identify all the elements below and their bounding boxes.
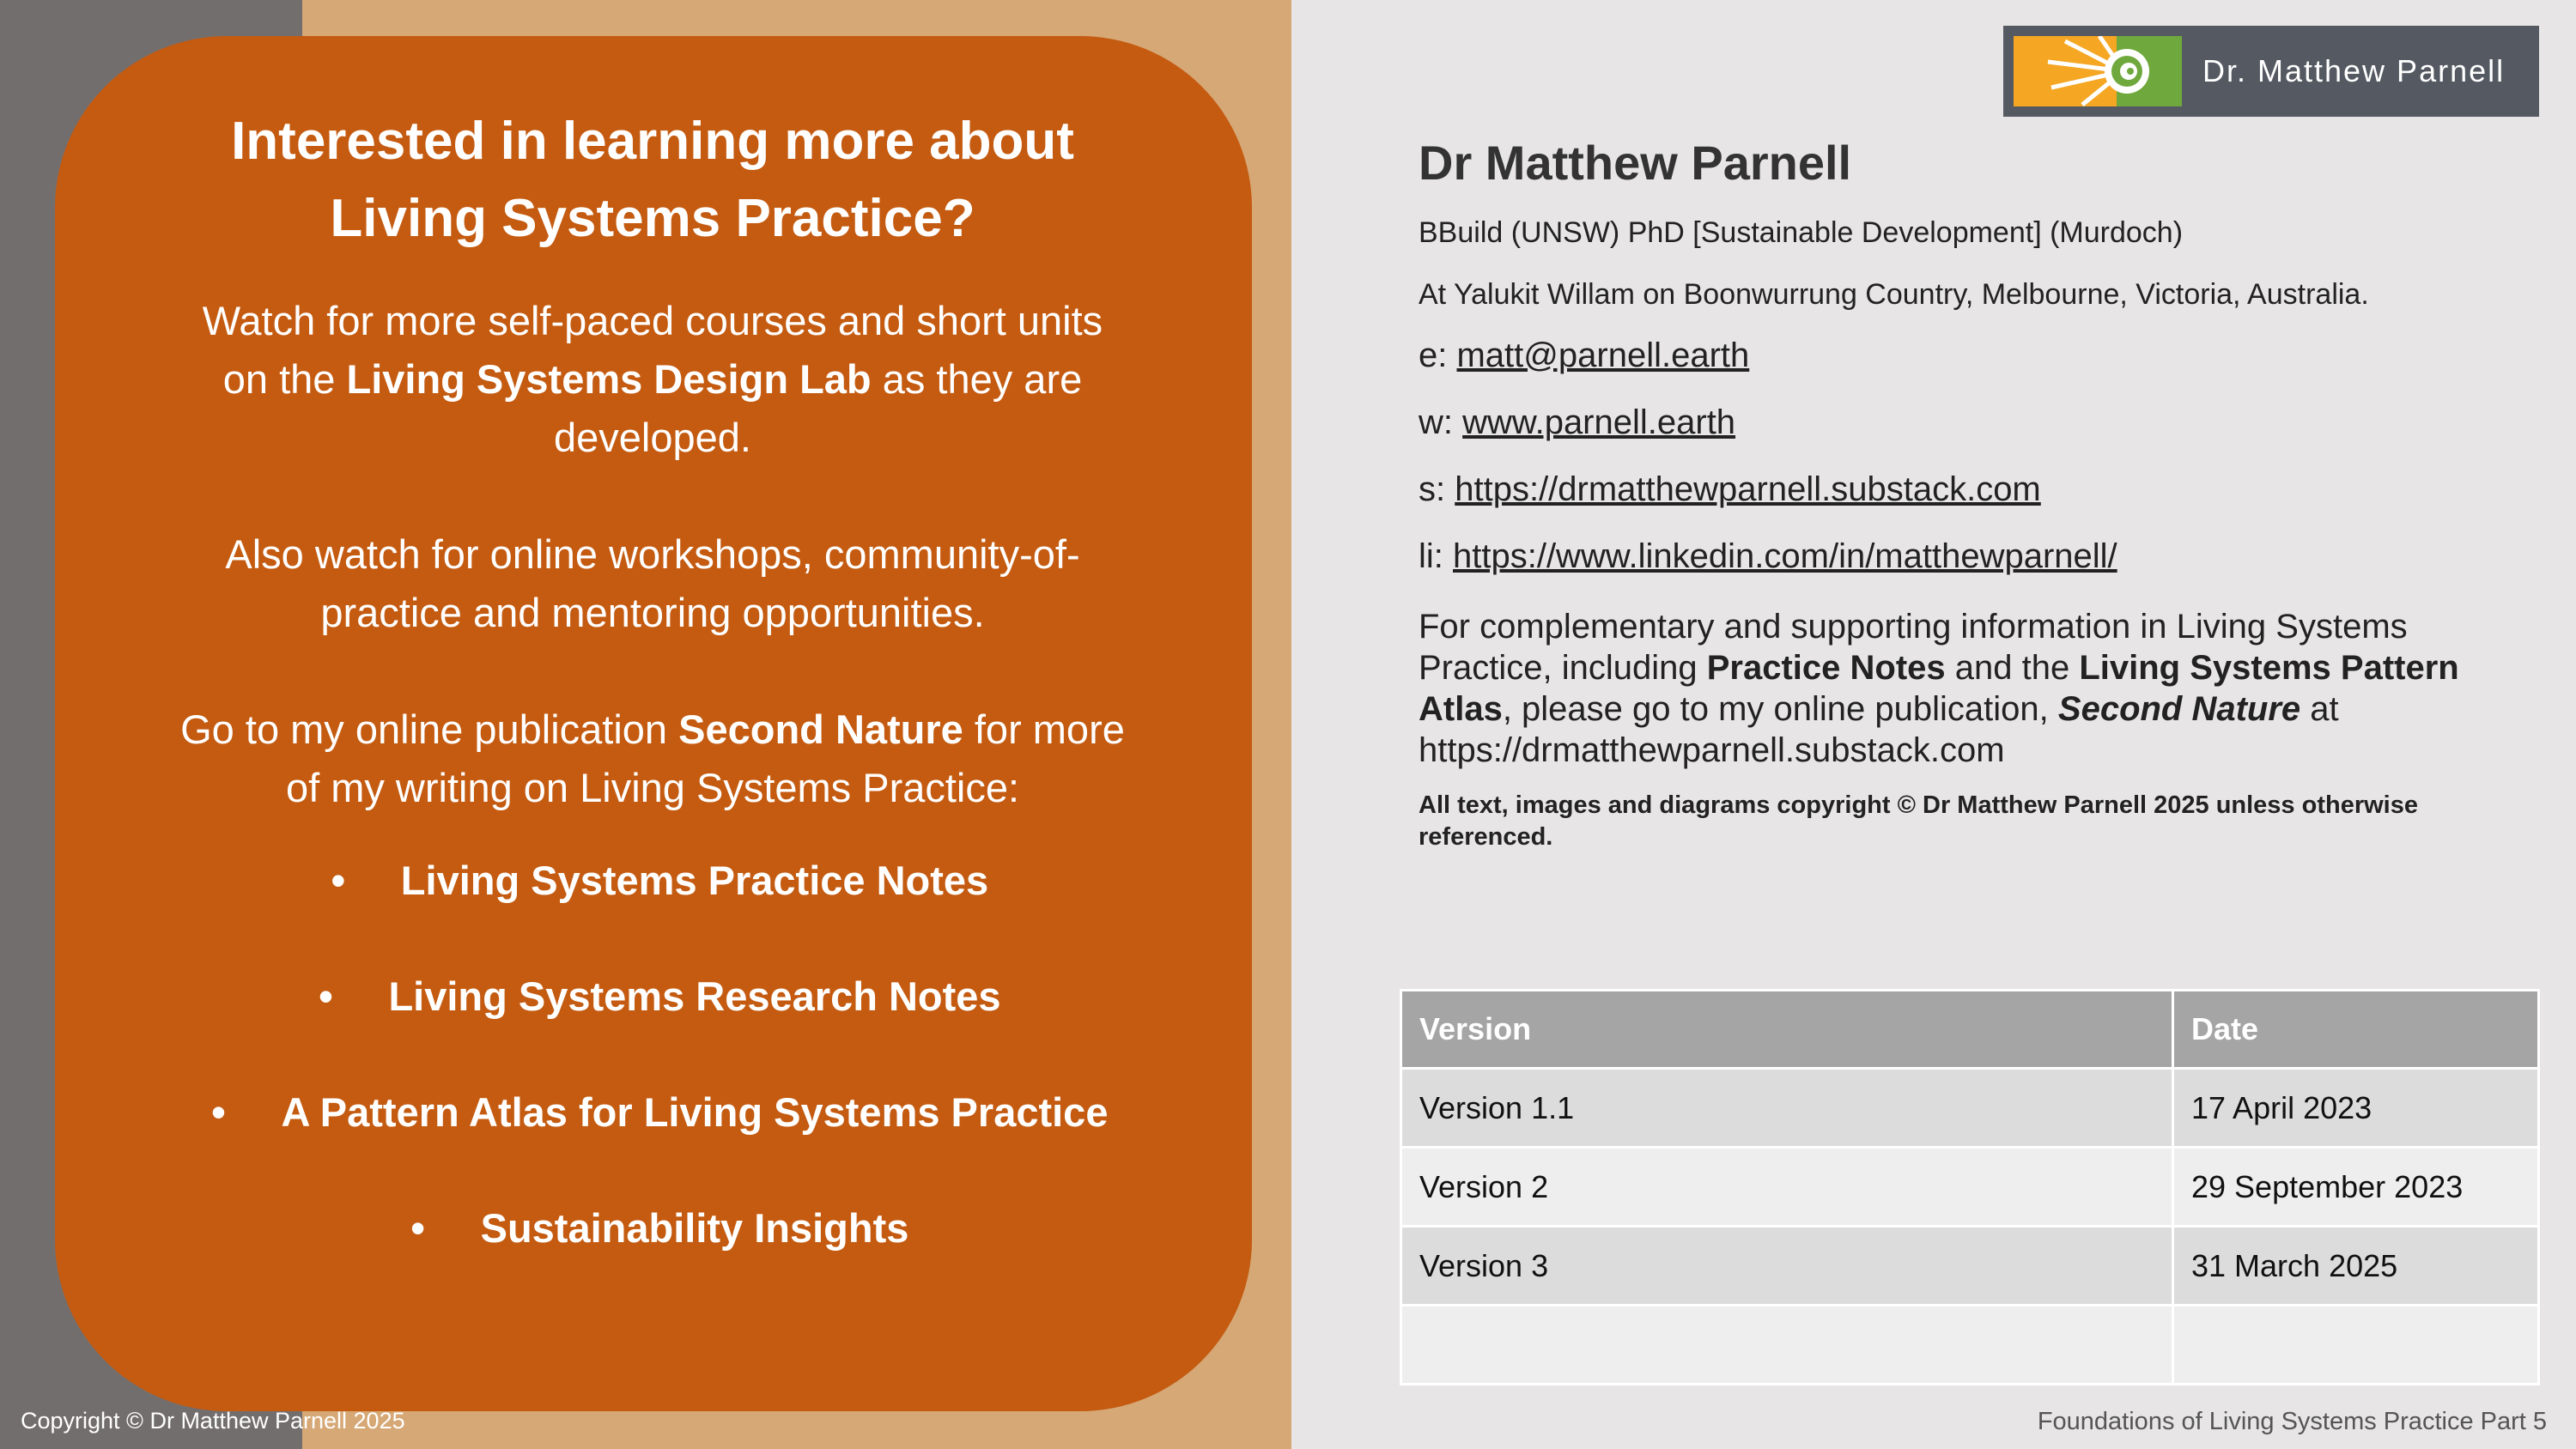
header-version: Version <box>1401 991 2173 1069</box>
author-location: At Yalukit Willam on Boonwurrung Country, Melbourne, Victoria, Australia. <box>1419 278 2369 311</box>
author-degrees: BBuild (UNSW) PhD [Sustainable Development] (Murdoch) <box>1419 216 2184 249</box>
linkedin-link[interactable]: https://www.linkedin.com/in/matthewparnell/ <box>1453 537 2117 575</box>
publication-paragraph: Go to my online publication Second Nature for more of my writing on Living Systems Practice: <box>180 706 1125 810</box>
version-cell: Version 2 <box>1401 1148 2173 1227</box>
version-table <box>1400 989 2540 1385</box>
header-date: Date <box>2173 991 2539 1069</box>
contact-website: w: www.parnell.earth <box>1419 403 1736 441</box>
contact-linkedin: li: https://www.linkedin.com/in/matthewparnell/ <box>1419 537 2117 575</box>
copyright-note: All text, images and diagrams copyright © Dr Matthew Parnell 2025 unless otherwise referenced. <box>1419 791 2418 851</box>
logo-text: Dr. Matthew Parnell <box>2202 53 2506 88</box>
date-cell <box>2173 1306 2539 1385</box>
footer-course-title: Foundations of Living Systems Practice Part 5 <box>2037 1408 2547 1435</box>
section-title <box>103 103 1202 258</box>
version-cell: Version 3 <box>1401 1227 2173 1306</box>
substack-link[interactable]: https://drmatthewparnell.substack.com <box>1455 470 2041 508</box>
version-cell: Version 1.1 <box>1401 1069 2173 1148</box>
spiral-logo-icon <box>2014 36 2182 106</box>
bullet-icon: • <box>211 1089 226 1135</box>
table-row <box>1401 1227 2539 1306</box>
website-link[interactable]: www.parnell.earth <box>1462 403 1736 441</box>
table-row <box>1401 1306 2539 1385</box>
title-line-1: Interested in learning more about <box>231 112 1074 171</box>
courses-paragraph: Watch for more self-paced courses and short units on the Living Systems Design Lab as they are developed. <box>202 298 1103 460</box>
contact-substack: s: https://drmatthewparnell.substack.com <box>1419 470 2041 508</box>
bullet-icon: • <box>319 973 333 1019</box>
date-cell: 29 September 2023 <box>2173 1148 2539 1227</box>
publication-list <box>103 852 1202 1258</box>
author-name: Dr Matthew Parnell <box>1419 136 1852 190</box>
list-item[interactable]: • A Pattern Atlas for Living Systems Practice <box>103 1083 1202 1142</box>
bullet-icon: • <box>331 858 346 903</box>
publication-name: Second Nature <box>678 706 963 752</box>
table-header-row <box>1401 991 2539 1069</box>
date-cell: 17 April 2023 <box>2173 1069 2539 1148</box>
complementary-info: For complementary and supporting information in Living Systems Practice, including Practice Notes and the Living Systems Pattern Atlas, please go to my online publication, Second Nature at https://drmatthewparnell.substack.com <box>1419 608 2459 769</box>
author-details <box>1419 129 2475 853</box>
table-row <box>1401 1148 2539 1227</box>
contact-email: e: matt@parnell.earth <box>1419 336 1750 374</box>
design-lab-name: Living Systems Design Lab <box>346 356 872 402</box>
email-link[interactable]: matt@parnell.earth <box>1456 336 1750 374</box>
table-row <box>1401 1069 2539 1148</box>
brand-logo <box>2003 26 2539 117</box>
list-item[interactable]: • Living Systems Practice Notes <box>103 852 1202 910</box>
bullet-icon: • <box>410 1205 425 1251</box>
learning-more-section <box>103 103 1202 1258</box>
workshops-paragraph: Also watch for online workshops, community-of- practice and mentoring opportunities. <box>225 531 1080 635</box>
title-line-2: Living Systems Practice? <box>330 189 975 248</box>
list-item[interactable]: • Living Systems Research Notes <box>103 967 1202 1026</box>
footer-copyright: Copyright © Dr Matthew Parnell 2025 <box>21 1408 405 1434</box>
date-cell: 31 March 2025 <box>2173 1227 2539 1306</box>
version-cell <box>1401 1306 2173 1385</box>
list-item[interactable]: • Sustainability Insights <box>103 1199 1202 1258</box>
